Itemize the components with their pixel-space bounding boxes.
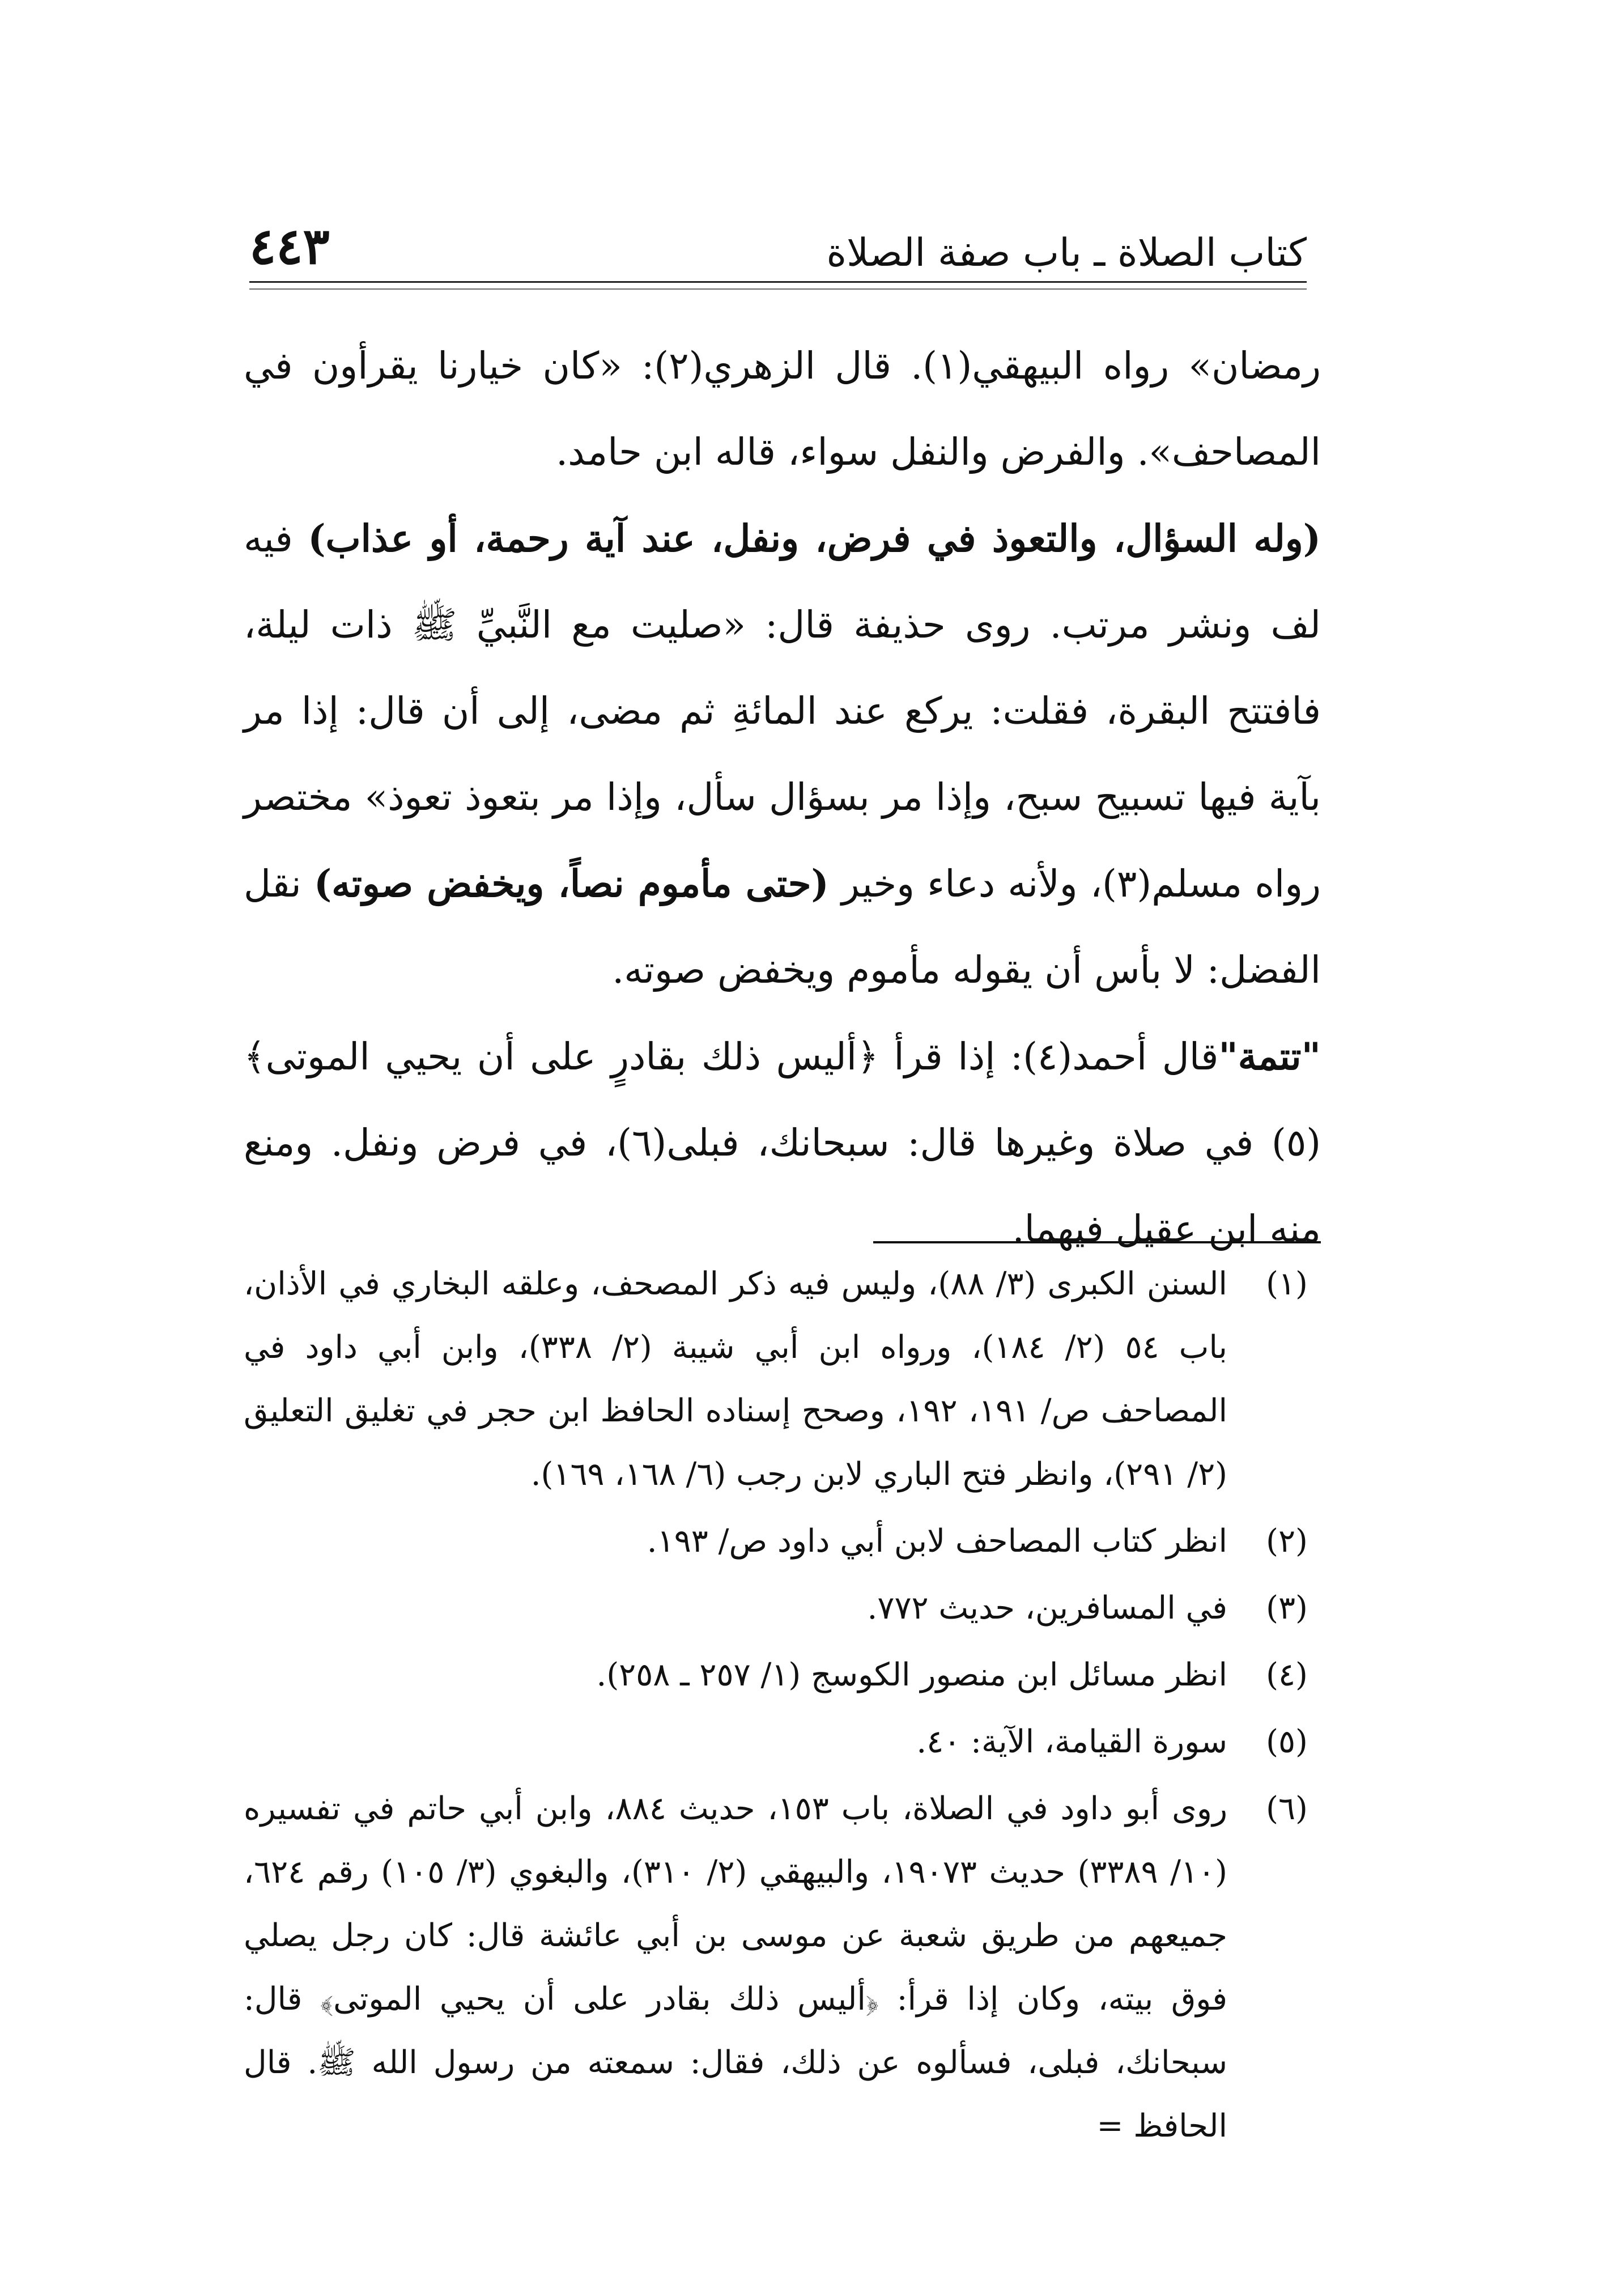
matn-bold-1: (وله السؤال، والتعوذ في فرض، ونفل، عند آية رحمة، أو عذاب) — [308, 516, 1321, 560]
paragraph-3 — [244, 1013, 1321, 1272]
footnote-text: روى أبو داود في الصلاة، باب ١٥٣، حديث ٨٨٤، وابن أبي حاتم في تفسيره (١٠/ ٣٣٨٩) حديث ١٩٠٧٣، والبيهقي (٢/ ٣١٠)، والبغوي (٣/ ١٠٥) رقم ٦٢٤، جميعهم من طريق شعبة عن موسى بن أبي عائشة قال: كان رجل يصلي فوق بيته، وكان إذا قرأ: ﴿أليس ذلك بقادر على أن يحيي الموتى﴾ قال: سبحانك، فبلى، فسألوه عن ذلك، فقال: سمعته من رسول الله ﷺ. قال الحافظ = — [244, 1790, 1227, 2145]
running-title: كتاب الصلاة ـ باب صفة الصلاة — [826, 231, 1307, 275]
matn-bold-2: (حتى مأموم نصاً، ويخفض صوته) — [313, 861, 829, 906]
footnote-number: (١) — [1266, 1266, 1308, 1302]
main-text — [244, 323, 1321, 1272]
footnote-number: (٦) — [1266, 1790, 1308, 1827]
footnote-text: السنن الكبرى (٣/ ٨٨)، وليس فيه ذكر المصحف، وعلقه البخاري في الأذان، باب ٥٤ (٢/ ١٨٤)، ورواه ابن أبي شيبة (٢/ ٣٣٨)، وابن أبي داود في المصاحف ص/ ١٩١، ١٩٢، وصحح إسناده الحافظ ابن حجر في تغليق التعليق (٢/ ٢٩١)، وانظر فتح الباري لابن رجب (٦/ ١٦٨، ١٦٩). — [244, 1266, 1228, 1493]
footnote-number: (٢) — [1266, 1523, 1308, 1560]
footnote-number: (٥) — [1266, 1723, 1308, 1760]
footnote — [244, 1644, 1321, 1707]
tatimma-label: "تتمة" — [1218, 1034, 1321, 1078]
tatimma-text: قال أحمد(٤): إذا قرأ ﴿أليس ذلك بقادرٍ على أن يحيي الموتى﴾(٥) في صلاة وغيرها قال: سبحانك، فبلى(٦)، في فرض ونفل. ومنع منه ابن عقيل فيهما. — [244, 1035, 1321, 1251]
paragraph-1: رمضان» رواه البيهقي(١). قال الزهري(٢): «كان خيارنا يقرأون في المصاحف». والفرض والنفل سواء، قاله ابن حامد. — [244, 344, 1321, 474]
header-rule — [249, 281, 1307, 290]
footnote-text: سورة القيامة، الآية: ٤٠. — [916, 1723, 1227, 1760]
footnote — [244, 1710, 1321, 1774]
footnote — [244, 1510, 1321, 1573]
footnote-number: (٣) — [1266, 1590, 1308, 1627]
footnote — [244, 1577, 1321, 1640]
footnote — [244, 1252, 1321, 1506]
paragraph-2 — [244, 495, 1321, 1013]
footnote-number: (٤) — [1266, 1657, 1308, 1693]
footnote — [244, 1777, 1321, 2158]
sharh-text-1: فيه لف ونشر مرتب. روى حذيفة قال: «صليت مع النَّبيِّ ﷺ ذات ليلة، فافتتح البقرة، فقلت: يركع عند المائةِ ثم مضى، إلى أن قال: إذا مر بآية فيها تسبيح سبح، وإذا مر بسؤال سأل، وإذا مر بتعوذ تعوذ» مختصر رواه مسلم(٣)، ولأنه دعاء وخير — [244, 517, 1321, 906]
footnote-text: انظر مسائل ابن منصور الكوسج (١/ ٢٥٧ ـ ٢٥٨). — [596, 1657, 1227, 1693]
footnote-text: انظر كتاب المصاحف لابن أبي داود ص/ ١٩٣. — [647, 1523, 1227, 1560]
footnotes — [244, 1252, 1321, 2162]
footnote-separator — [873, 1241, 1321, 1243]
footnote-text: في المسافرين، حديث ٧٧٢. — [867, 1590, 1227, 1627]
page-number: ٤٤٣ — [249, 216, 330, 275]
sharh-text-2: نقل الفضل: لا بأس أن يقوله مأموم ويخفض صوته. — [244, 862, 1321, 992]
page-header — [249, 216, 1307, 283]
